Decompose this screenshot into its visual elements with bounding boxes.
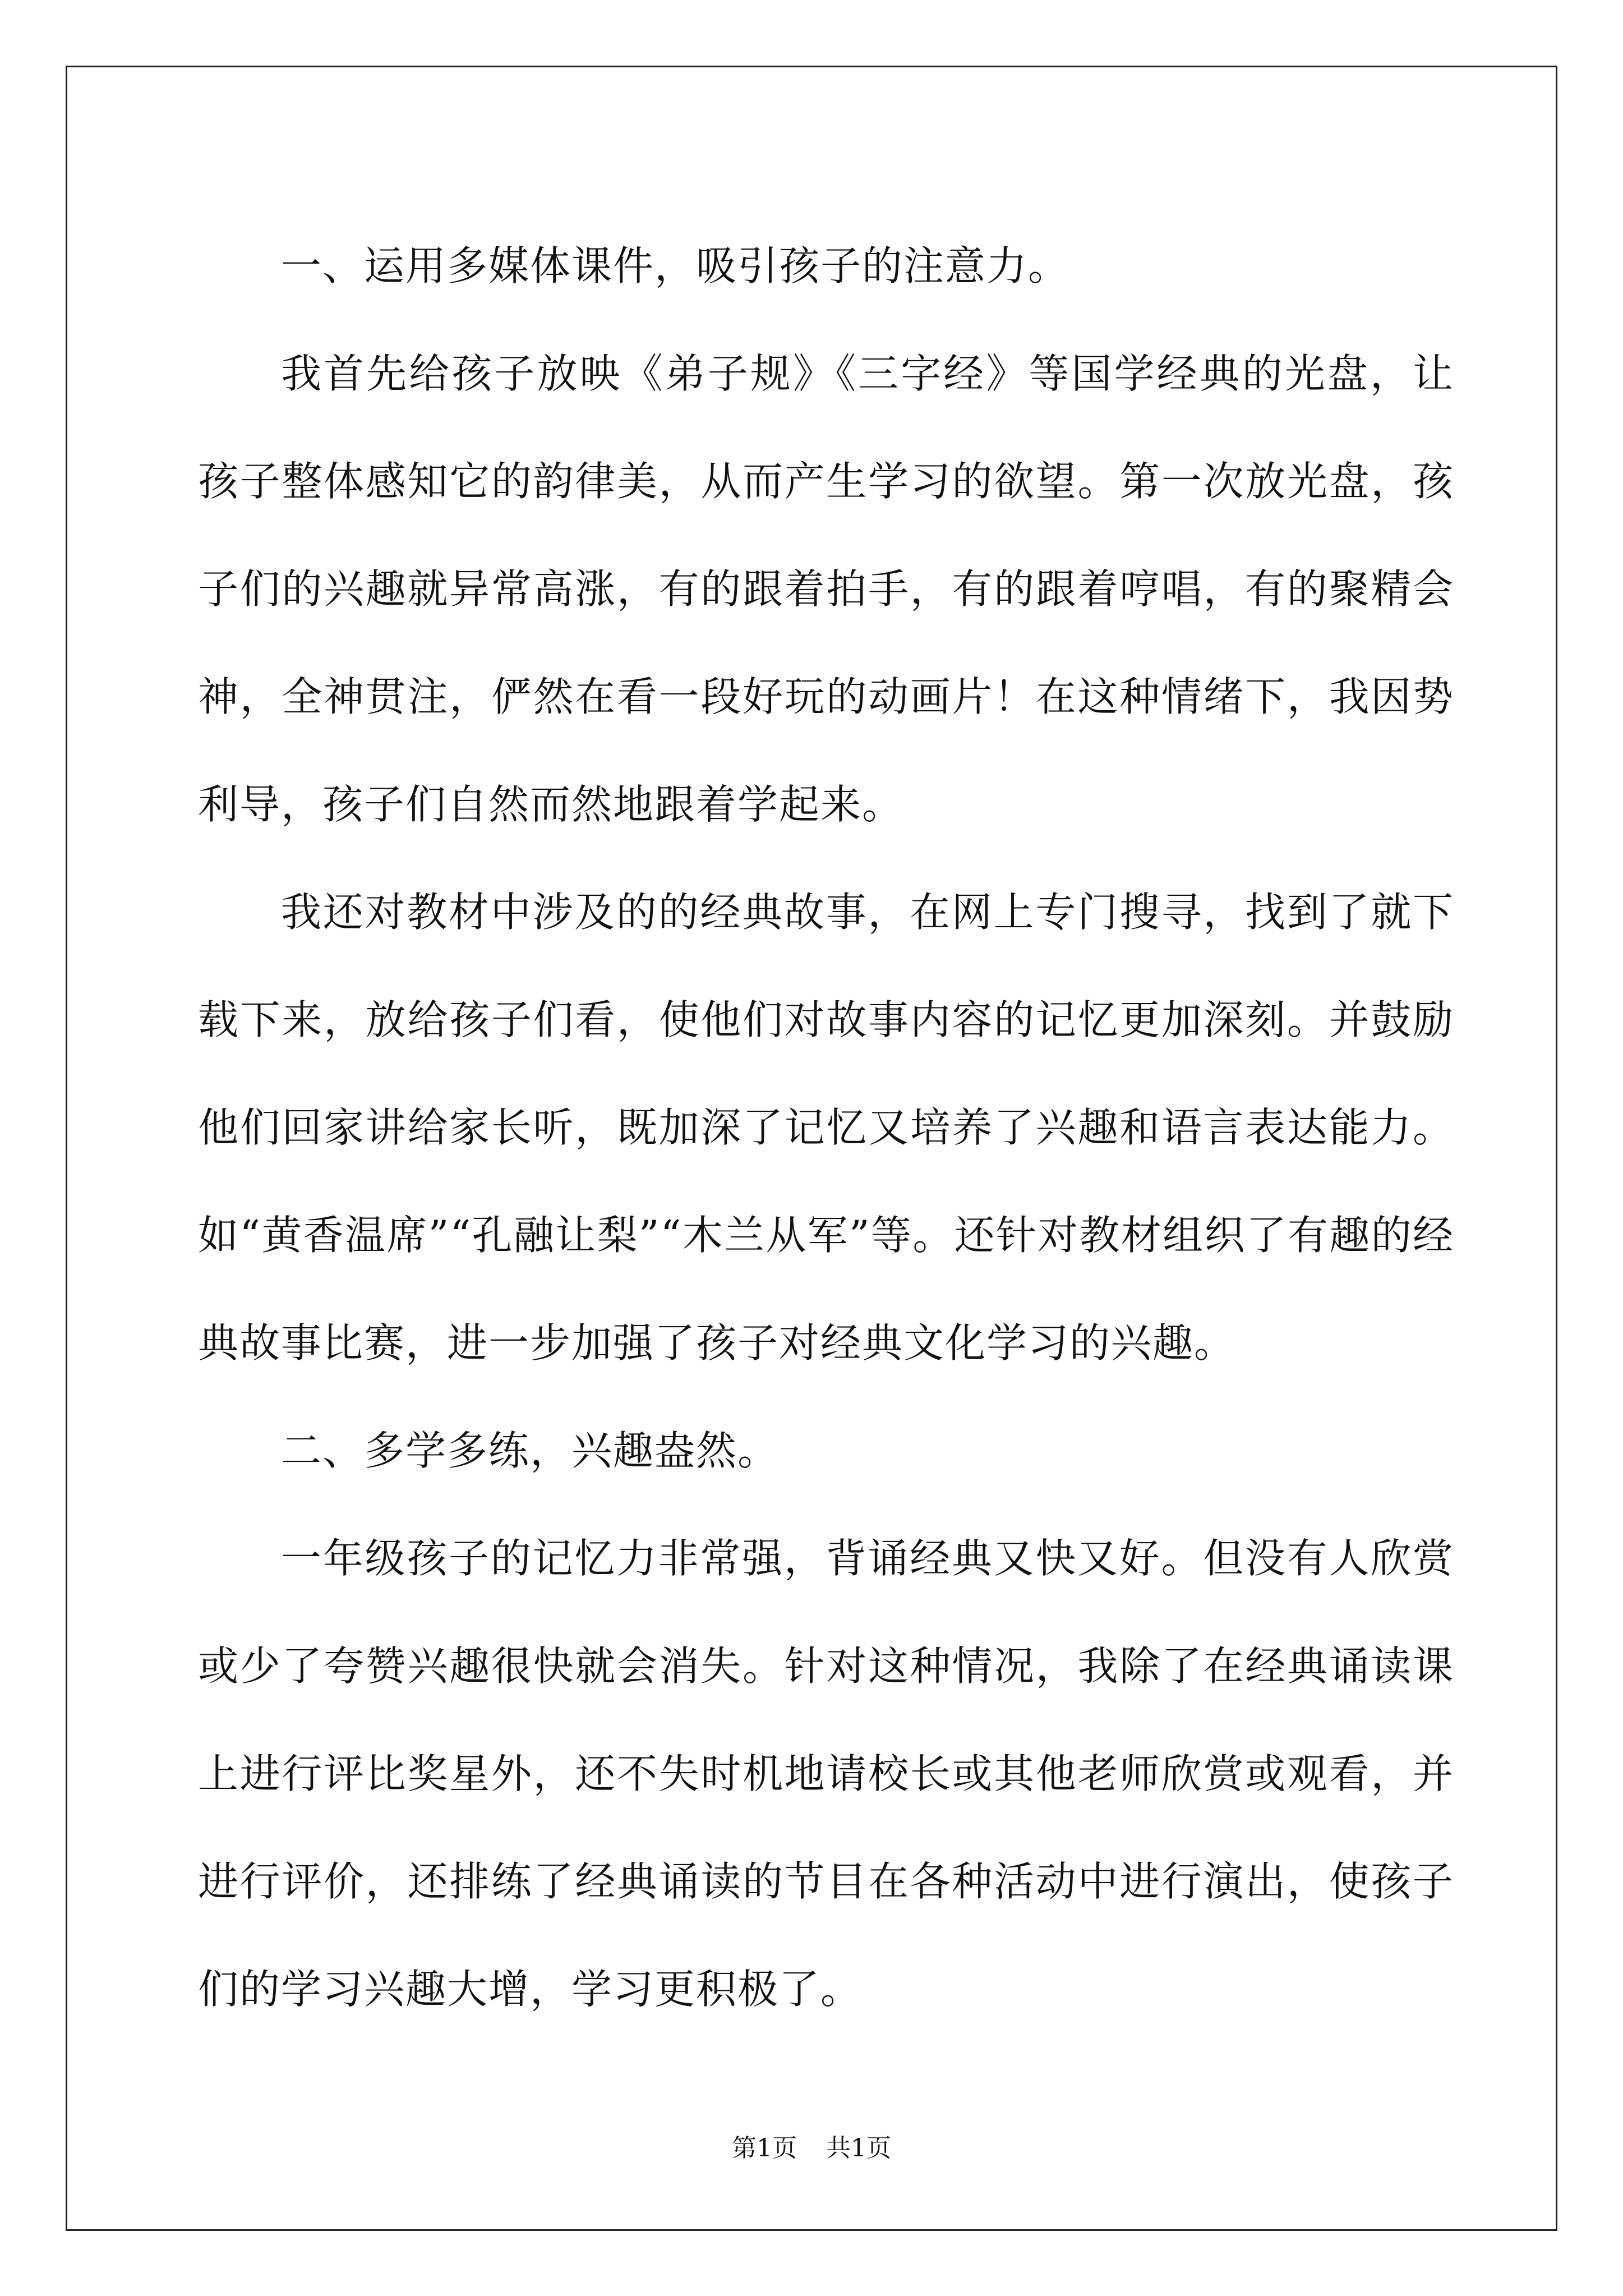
paragraph: 我还对教材中涉及的的经典故事，在网上专门搜寻，找到了就下载下来，放给孩子们看，使他们对故事内容的记忆更加深刻。并鼓励他们回家讲给家长听，既加深了记忆又培养了兴趣和语言表达能力。如“黄香温席”“孔融让梨”“木兰从军”等。还针对教材组织了有趣的经典故事比赛，进一步加强了孩子对经典文化学习的兴趣。 bbox=[198, 889, 1454, 1366]
page-footer bbox=[0, 2132, 1623, 2165]
paragraph: 我首先给孩子放映《弟子规》《三字经》等国学经典的光盘，让孩子整体感知它的韵律美，从而产生学习的欲望。第一次放光盘，孩子们的兴趣就异常高涨，有的跟着拍手，有的跟着哼唱，有的聚精会神，全神贯注，俨然在看一段好玩的动画片！在这种情绪下，我因势利导，孩子们自然而然地跟着学起来。 bbox=[198, 350, 1454, 828]
paragraph: 一年级孩子的记忆力非常强，背诵经典又快又好。但没有人欣赏或少了夸赞兴趣很快就会消失。针对这种情况，我除了在经典诵读课上进行评比奖星外，还不失时机地请校长或其他老师欣赏或观看，并进行评价，还排练了经典诵读的节目在各种活动中进行演出，使孩子们的学习兴趣大增，学习更积极了。 bbox=[198, 1535, 1454, 2013]
heading-section-1: 一、运用多媒体课件，吸引孩子的注意力。 bbox=[281, 242, 1070, 289]
page-number: 第1页 bbox=[732, 2134, 797, 2162]
heading-section-2: 二、多学多练，兴趣盎然。 bbox=[281, 1427, 780, 1474]
page-total: 共1页 bbox=[826, 2134, 891, 2162]
document-body bbox=[198, 212, 1454, 2043]
